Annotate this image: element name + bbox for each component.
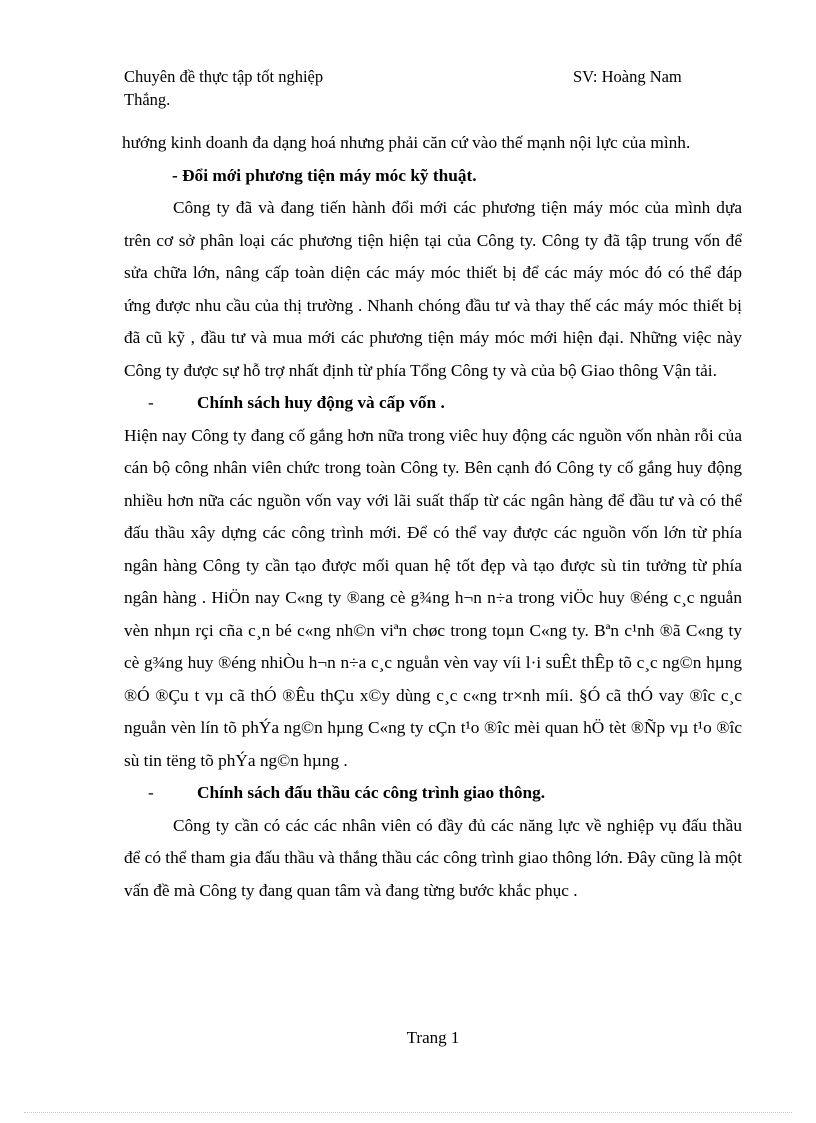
header-author: SV: Hoàng Nam bbox=[573, 67, 682, 86]
heading-bidding bbox=[124, 777, 742, 810]
heading-equipment: - Đổi mới phương tiện máy móc kỹ thuật. bbox=[172, 165, 477, 185]
paragraph-capital: Hiện nay Công ty đang cố gắng hơn nữa trong viêc huy động các nguồn vốn nhàn rỗi của cán bộ công nhân viên chức trong toàn Công ty. Bên cạnh đó Công ty cố gắng huy động nhiều hơn nữa các nguồn vốn vay với lãi suất thấp từ các ngân hàng để đầu tư và có thể đấu thầu xây dựng các công trình mới. Để có thể vay được các nguồn vốn lớn từ phía ngân hàng Công ty cần tạo được mối quan hệ tốt đẹp và tạo được sù tin tưởng từ phía ngân hàng . HiÖn nay C«ng ty ®ang cè g¾ng h¬n n÷a trong viÖc huy ®éng c¸c nguån vèn nhµn rçi cña c¸n bé c«ng nh©n viªn chøc trong toµn C«ng ty. Bªn c¹nh ®ã C«ng ty cè g¾ng huy ®éng nhiÒu h¬n n÷a c¸c nguån vèn vay víi l·i suÊt thÊp tõ c¸c ng©n hµng ®Ó ®Çu t vµ cã thÓ ®Êu thÇu x©y dùng c¸c c«ng tr×nh míi. §Ó cã thÓ vay ®îc c¸c nguån vèn lín tõ phÝa ng©n hµng C«ng ty cÇn t¹o ®îc mèi quan hÖ tèt ®Ñp vµ t¹o ®îc sù tin tëng tõ phÝa ng©n hµng . bbox=[124, 425, 742, 770]
header-author-continued: Thắng. bbox=[124, 90, 171, 109]
heading-bidding-text: Chính sách đấu thầu các công trình giao thông. bbox=[197, 783, 546, 802]
paragraph-equipment: Công ty đã và đang tiến hành đổi mới các phương tiện máy móc của mình dựa trên cơ sở phân loại các phương tiện hiện tại của Công ty. Công ty đã tập trung vốn để sửa chữa lớn, nâng cấp toàn diện các máy móc thiết bị để các máy móc đó có thể đáp ứng được nhu cầu của thị trường . Nhanh chóng đầu tư và thay thế các máy móc thiết bị đã cũ kỹ , đầu tư và mua mới các phương tiện máy móc mới hiện đại. Những việc này Công ty được sự hỗ trợ nhất định từ phía Tổng Công ty và của bộ Giao thông Vận tải. bbox=[124, 198, 742, 380]
heading-bullet: - bbox=[148, 393, 154, 412]
page-boundary-divider bbox=[24, 1112, 792, 1113]
document-body bbox=[124, 127, 742, 907]
heading-capital bbox=[124, 387, 742, 420]
heading-bullet: - bbox=[148, 783, 154, 802]
heading-capital-text: Chính sách huy động và cấp vốn . bbox=[197, 393, 445, 412]
paragraph-intro: hướng kinh doanh đa dạng hoá nhưng phải căn cứ vào thế mạnh nội lực của mình. bbox=[122, 133, 691, 152]
page-number: Trang 1 bbox=[406, 1028, 460, 1047]
paragraph-bidding: Công ty cần có các các nhân viên có đầy đủ các năng lực về nghiệp vụ đấu thầu để có thể tham gia đấu thầu và thắng thầu các công trình giao thông lớn. Đây cũng là một vấn đề mà Công ty đang quan tâm và đang từng bước khắc phục . bbox=[124, 815, 742, 900]
header-title: Chuyên đề thực tập tốt nghiệp bbox=[124, 67, 324, 86]
